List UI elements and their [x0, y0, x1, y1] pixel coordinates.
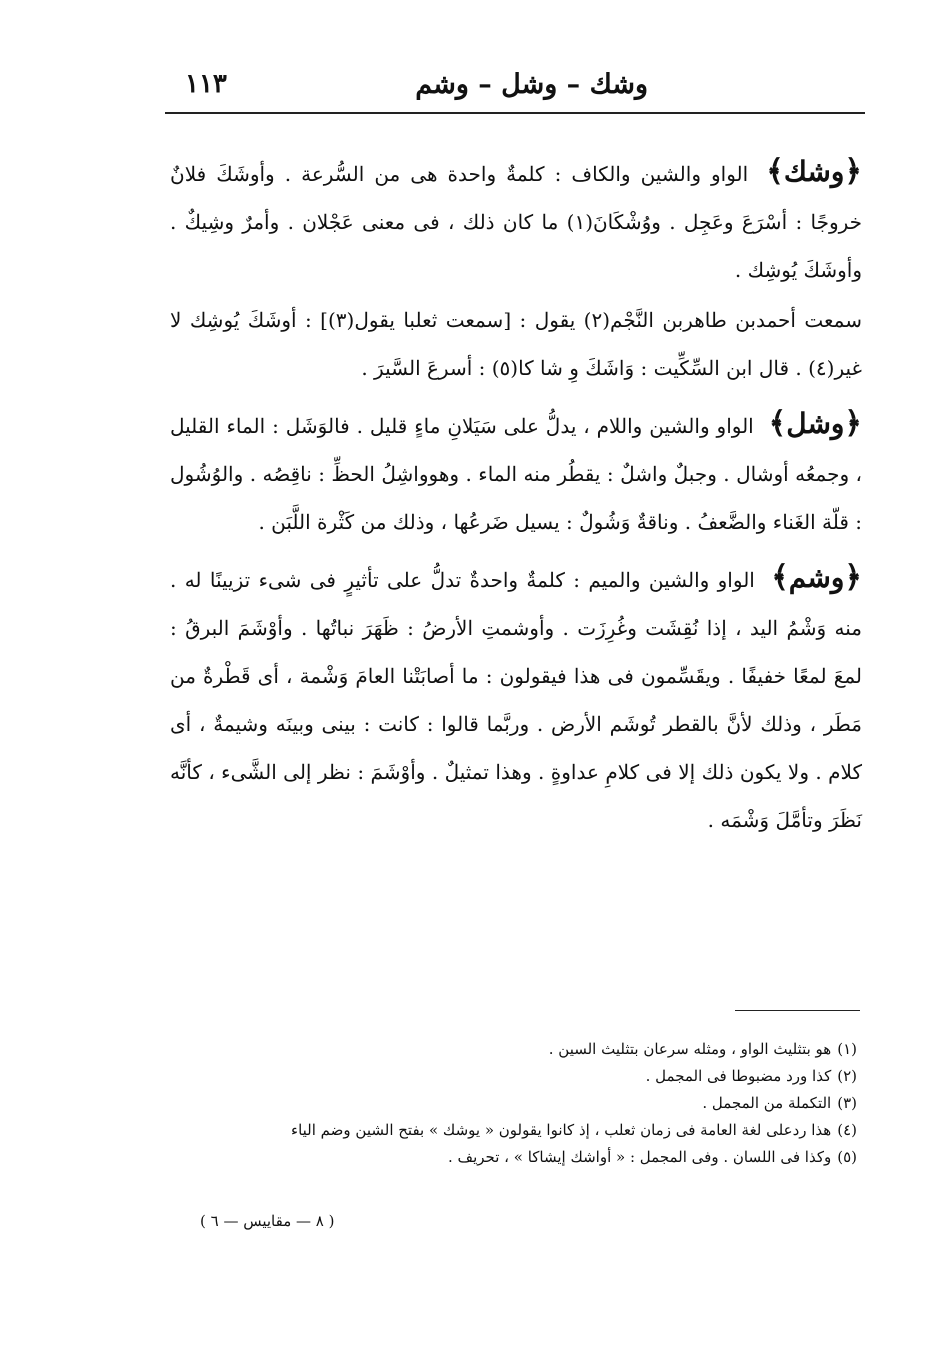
headword: وشل [786, 407, 845, 440]
footnote-text: هذا ردعلى لغة العامة فى زمان ثعلب ، إذ كانوا يقولون « يوشك » بفتح الشين وضم الياء [291, 1121, 832, 1139]
entry-paragraph [170, 400, 862, 546]
headword: وشم [788, 561, 845, 594]
footnote-text: كذا ورد مضبوطا فى المجمل . [645, 1067, 832, 1085]
bracket-open: ﴿ [844, 154, 862, 189]
footnote [165, 1117, 857, 1144]
entry-text: الواو والشين واللام ، يدلُّ على سَيَلانِ ماءٍ قليل . فالوَشَل : الماء القليل ، وجمعُه أوشال . وجبلٌ واشلٌ : يقطُر منه الماء . وهوواشِلُ الحظِّ : ناقِصُه . والوُشُول : قلّة الغَناء والضَّعفُ . وناقةٌ وَشُولٌ : يسيل ضَرعُها ، وذلك من كَثْرة اللَّبَن . [170, 414, 862, 534]
entry-washk [170, 148, 862, 392]
entry-paragraph: سمعت أحمدبن طاهربن النَّجْم(٢) يقول : [سمعت ثعلبا يقول(٣)] : أوشَكَ يُوشِك لا غير(٤) . قال ابن السِّكِّيت : وَاشَكَ وِ شا كا(٥) : أسرعَ السَّيرَ . [170, 308, 862, 380]
entry-paragraph [170, 148, 862, 294]
running-head [165, 64, 863, 104]
headword-block [771, 554, 862, 602]
entry-washl [170, 400, 862, 546]
footnote-number: (٤) [837, 1121, 857, 1139]
footnote-text: التكملة من المجمل . [702, 1094, 832, 1112]
entry-text: الواو والشين والميم : كلمةٌ واحدةٌ تدلُّ على تأثيرٍ فى شىء تزيينًا له . منه وَشْمُ اليد ، إذا نُقِشَت وغُرِزَت . وأوشمتِ الأرضُ : ظَهَرَ نباتُها . وأوْشَمَ البرقُ : لمعَ لمعًا خفيفًا . ويقَسِّمون فى هذا فيقولون : ما أصابَتْنا العامَ وَشْمة ، أى قَطْرةٌ من مَطَر ، وذلك لأنَّ بالقطر تُوشَم الأرض . وربَّما قالوا : كانت : بينى وبينَه وشيمةٌ ، أى كلام . ولا يكون ذلك إلا فى كلامِ عداوةٍ . وهذا تمثيلٌ . وأوْشَمَ : نظر إلى الشَّىء ، كأنَّه نَظَرَ وتأمَّلَ وَشْمَه . [170, 568, 862, 832]
entry-paragraph [170, 554, 862, 844]
bracket-close: ﴾ [766, 154, 784, 189]
footnote [165, 1144, 857, 1171]
footnote [165, 1036, 857, 1063]
printer-signature: ( ٨ — مقاييس — ٦ ) [200, 1212, 335, 1230]
entry-washm [170, 554, 862, 844]
footnotes [165, 1036, 857, 1171]
footnote-number: (٥) [837, 1148, 857, 1166]
bracket-close: ﴾ [771, 560, 789, 595]
entry-text: الواو والشين والكاف : كلمةٌ واحدة هى من السُّرعة . وأوشَكَ فلانٌ خروجًا : أسْرَعَ وعَجِل . ووُشْكَانَ(١) ما كان ذلك ، فى معنى عَجْلان . وأمرٌ وشِيكٌ . وأوشَكَ يُوشِك . [170, 162, 863, 282]
footnote-number: (١) [837, 1040, 857, 1058]
headword-block [769, 400, 862, 448]
bracket-close: ﴾ [768, 406, 787, 441]
footnote-number: (٣) [837, 1094, 857, 1112]
headword: وشك [783, 155, 845, 188]
footnote-rule [735, 1010, 860, 1011]
dictionary-body [170, 148, 862, 844]
footnote-text: هو بتثليث الواو ، ومثله سرعان بتثليث السين . [548, 1040, 832, 1058]
page-number: ١١٣ [185, 69, 227, 99]
footnote [165, 1090, 857, 1117]
header-rule [165, 112, 865, 114]
running-title: وشك – وشل – وشم [415, 68, 648, 100]
footnote [165, 1063, 857, 1090]
footnote-text: وكذا فى اللسان . وفى المجمل : « أواشك إيشاكا » ، تحريف . [448, 1148, 832, 1166]
footnote-number: (٢) [837, 1067, 857, 1085]
bracket-open: ﴿ [844, 560, 862, 595]
bracket-open: ﴿ [844, 406, 862, 441]
headword-block [766, 148, 862, 196]
